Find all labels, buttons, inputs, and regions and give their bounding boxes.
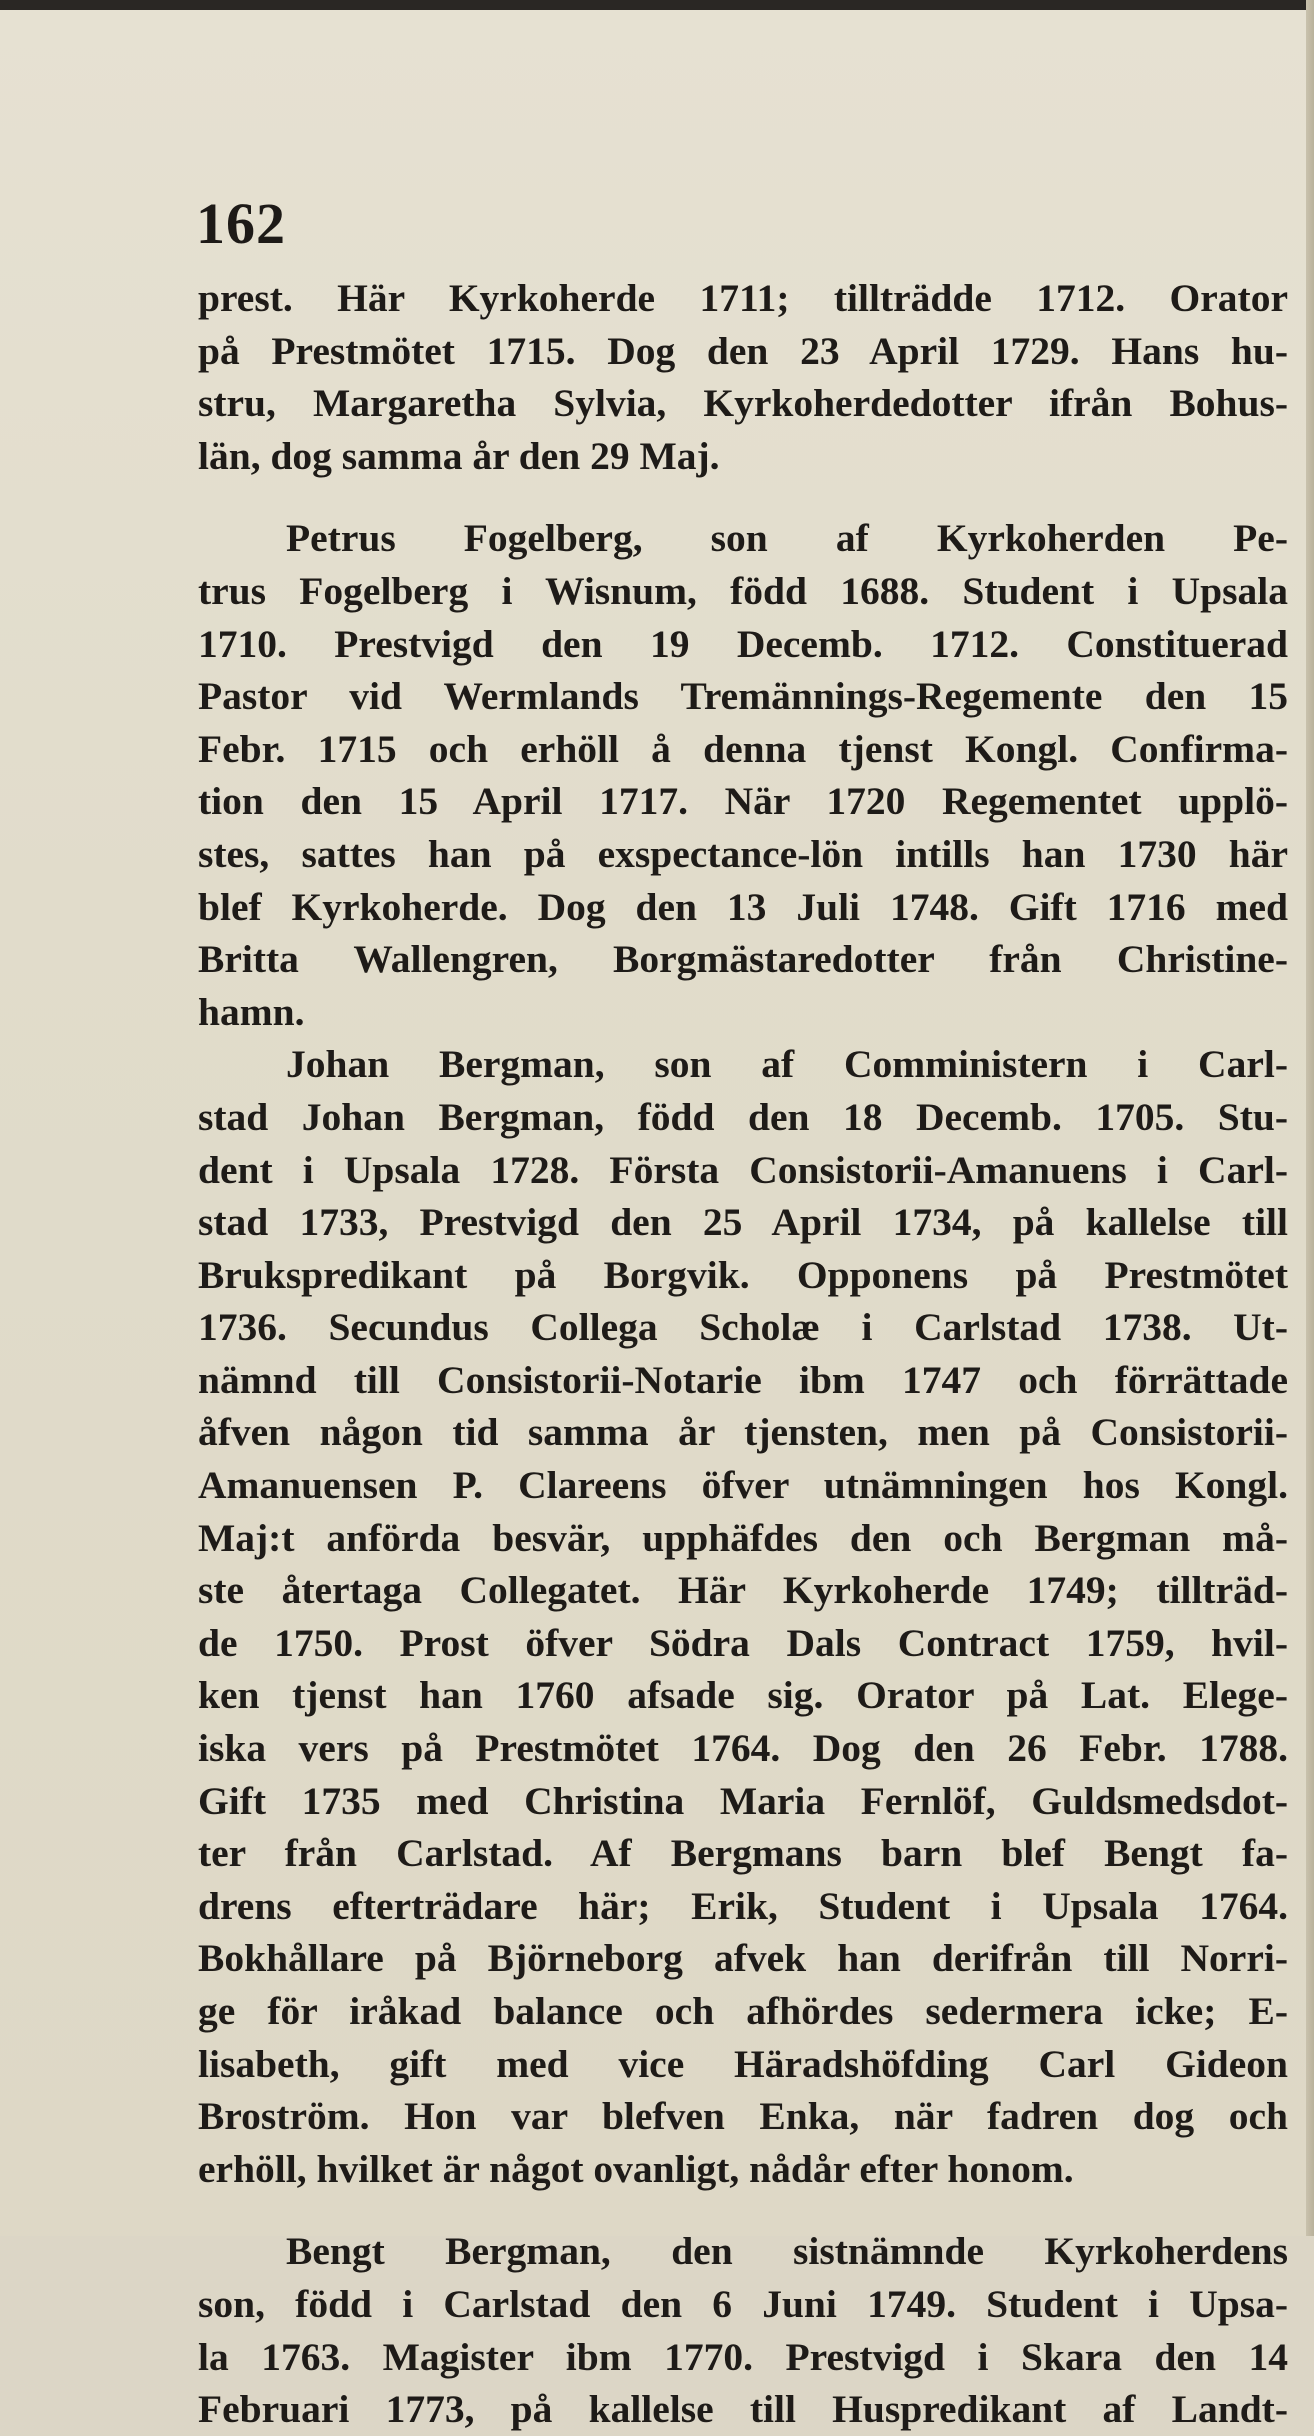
text-line: de 1750. Prost öfver Södra Dals Contract 1759, hvil- — [198, 1620, 1288, 1665]
text-line: blef Kyrkoherde. Dog den 13 Juli 1748. Gift 1716 med — [198, 884, 1288, 929]
paragraph-2 — [198, 512, 1288, 1038]
text-line: Februari 1773, på kallelse till Huspredikant af Landt- — [198, 2387, 1288, 2432]
text-line: län, dog samma år den 29 Maj. — [198, 433, 720, 478]
text-line: la 1763. Magister ibm 1770. Prestvigd i Skara den 14 — [198, 2334, 1288, 2379]
text-line: son, född i Carlstad den 6 Juni 1749. Student i Upsa- — [198, 2281, 1288, 2326]
text-line: 1710. Prestvigd den 19 Decemb. 1712. Constituerad — [198, 621, 1288, 666]
text-line: stes, sattes han på exspectance-lön intills han 1730 här — [198, 831, 1288, 876]
text-line: Bengt Bergman, den sistnämnde Kyrkoherdens — [286, 2229, 1288, 2274]
scan-right-edge — [1306, 0, 1314, 2236]
text-line: Broström. Hon var blefven Enka, när fadren dog och — [198, 2094, 1288, 2139]
page-number: 162 — [196, 191, 286, 256]
text-line: Febr. 1715 och erhöll å denna tjenst Kongl. Confirma- — [198, 726, 1288, 771]
text-line: åfven någon tid samma år tjensten, men på Consistorii- — [198, 1410, 1288, 1455]
paragraph-1 — [198, 272, 1288, 482]
text-line: nämnd till Consistorii-Notarie ibm 1747 och förrättade — [198, 1357, 1288, 1402]
body-text — [198, 272, 1288, 2436]
text-line: hamn. — [198, 989, 305, 1034]
scan-top-edge — [0, 0, 1314, 10]
text-line: ter från Carlstad. Af Bergmans barn blef Bengt fa- — [198, 1831, 1288, 1876]
text-line: dent i Upsala 1728. Första Consistorii-Amanuens i Carl- — [198, 1147, 1288, 1192]
text-line: Johan Bergman, son af Comministern i Carl- — [286, 1042, 1288, 1087]
text-line: Amanuensen P. Clareens öfver utnämningen hos Kongl. — [198, 1463, 1288, 1508]
text-line: Britta Wallengren, Borgmästaredotter från Christine- — [198, 937, 1288, 982]
text-line: stad Johan Bergman, född den 18 Decemb. 1705. Stu- — [198, 1094, 1288, 1139]
text-line: Petrus Fogelberg, son af Kyrkoherden Pe- — [286, 516, 1288, 561]
paragraph-3 — [198, 1038, 1288, 2195]
text-line: iska vers på Prestmötet 1764. Dog den 26 Febr. 1788. — [198, 1726, 1288, 1771]
text-line: drens efterträdare här; Erik, Student i Upsala 1764. — [198, 1883, 1288, 1928]
text-line: stru, Margaretha Sylvia, Kyrkoherdedotter ifrån Bohus- — [198, 381, 1288, 426]
text-line: ste återtaga Collegatet. Här Kyrkoherde 1749; tillträd- — [198, 1568, 1288, 1613]
text-line: ken tjenst han 1760 afsade sig. Orator på Lat. Elege- — [198, 1673, 1288, 1718]
text-line: Pastor vid Wermlands Tremännings-Regemente den 15 — [198, 674, 1288, 719]
text-line: prest. Här Kyrkoherde 1711; tillträdde 1712. Orator — [198, 276, 1288, 320]
text-line: Brukspredikant på Borgvik. Opponens på Prestmötet — [198, 1252, 1288, 1297]
text-line: Bokhållare på Björneborg afvek han derifrån till Norri- — [198, 1936, 1288, 1981]
text-line: 1736. Secundus Collega Scholæ i Carlstad 1738. Ut- — [198, 1305, 1288, 1350]
text-line: trus Fogelberg i Wisnum, född 1688. Student i Upsala — [198, 568, 1288, 613]
text-line: Gift 1735 med Christina Maria Fernlöf, Guldsmedsdot- — [198, 1778, 1288, 1823]
paragraph-4 — [198, 2225, 1288, 2435]
text-line: stad 1733, Prestvigd den 25 April 1734, på kallelse till — [198, 1200, 1288, 1245]
text-line: erhöll, hvilket är något ovanligt, nådår efter honom. — [198, 2146, 1074, 2191]
text-line: ge för iråkad balance och afhördes sedermera icke; E- — [198, 1989, 1288, 2033]
text-line: lisabeth, gift med vice Häradshöfding Carl Gideon — [198, 2041, 1288, 2086]
text-line: på Prestmötet 1715. Dog den 23 April 1729. Hans hu- — [198, 328, 1288, 373]
text-line: tion den 15 April 1717. När 1720 Regementet upplö- — [198, 779, 1288, 824]
text-line: Maj:t anförda besvär, upphäfdes den och Bergman må- — [198, 1515, 1288, 1560]
